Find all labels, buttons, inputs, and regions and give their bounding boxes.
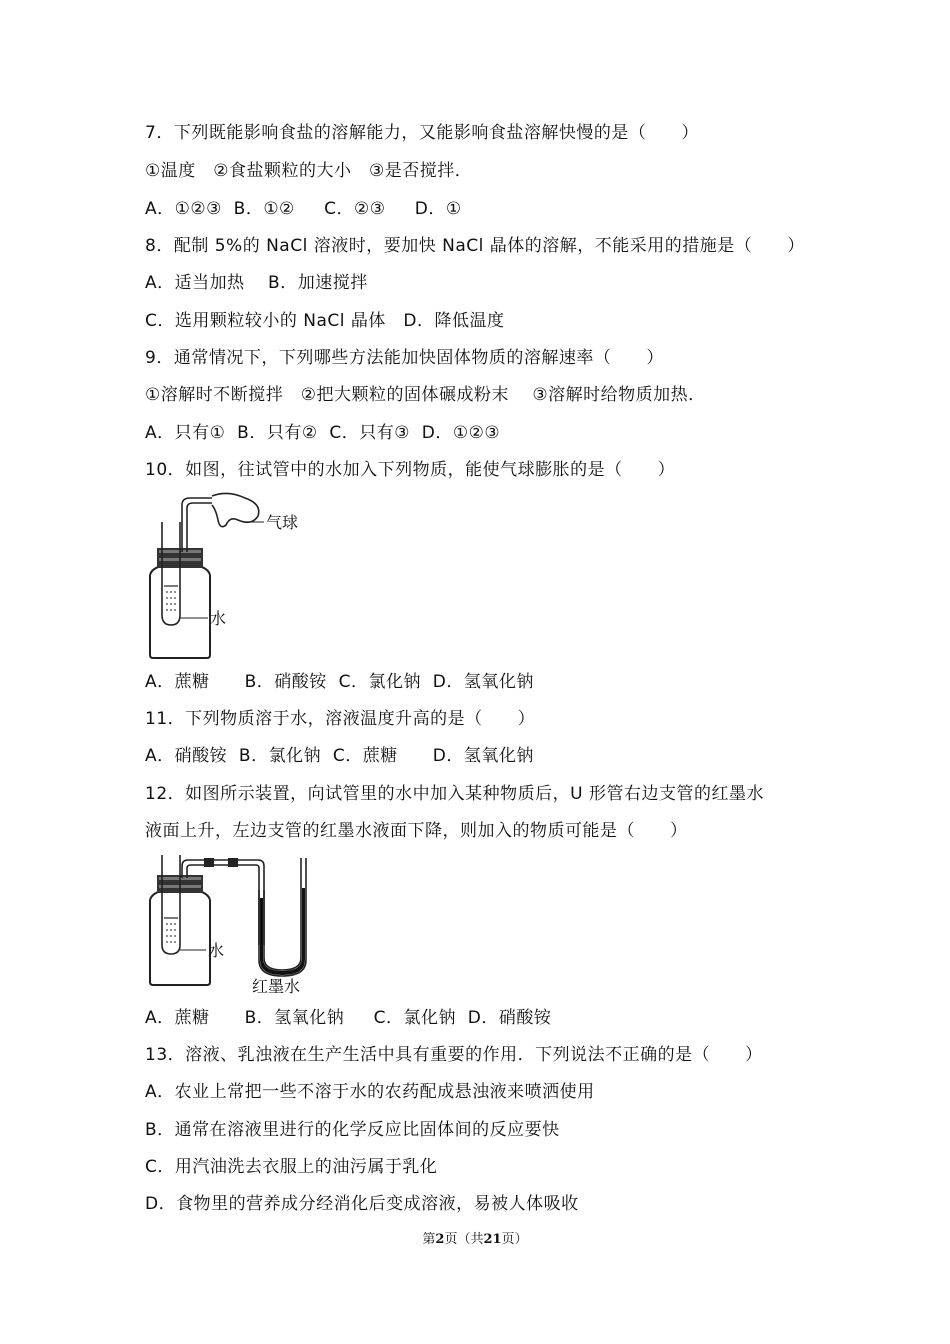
footer-suffix: 页）	[501, 1232, 528, 1247]
q8-options-2: C．选用颗粒较小的 NaCl 晶体 D．降低温度	[145, 311, 505, 331]
q12-options: A．蔗糖 B．氢氧化钠 C．氯化钠 D．硝酸铵	[145, 1008, 552, 1028]
q13-option-a: A．农业上常把一些不溶于水的农药配成悬浊液来喷洒使用	[145, 1082, 595, 1102]
q9-options: A．只有① B．只有② C．只有③ D．①②③	[145, 423, 501, 443]
footer-mid: 页（共	[444, 1232, 484, 1247]
footer-page-number: 2	[435, 1232, 445, 1247]
q13-option-c: C．用汽油洗去衣服上的油污属于乳化	[145, 1157, 438, 1177]
water-label: 水	[210, 609, 227, 628]
red-ink-label: 红墨水	[252, 977, 301, 995]
q7-stem: 7．下列既能影响食盐的溶解能力，又能影响食盐溶解快慢的是（ ）	[145, 123, 699, 143]
footer-prefix: 第	[422, 1232, 436, 1247]
balloon-label: 气球	[266, 513, 299, 532]
q8-options-1: A．适当加热 B．加速搅拌	[145, 273, 368, 293]
q9-stem: 9．通常情况下，下列哪些方法能加快固体物质的溶解速率（ ）	[145, 348, 664, 368]
q12-stem-1: 12．如图所示装置，向试管里的水中加入某种物质后，U 形管右边支管的红墨水	[145, 784, 764, 804]
q12-stem-2: 液面上升，左边支管的红墨水液面下降，则加入的物质可能是（ ）	[145, 821, 688, 841]
q13-option-b: B．通常在溶液里进行的化学反应比固体间的反应要快	[145, 1120, 560, 1140]
q7-options: A．①②③ B．①② C．②③ D．①	[145, 199, 462, 219]
q7-items: ①温度 ②食盐颗粒的大小 ③是否搅拌．	[145, 161, 473, 181]
q10-stem: 10．如图，往试管中的水加入下列物质，能使气球膨胀的是（ ）	[145, 460, 676, 480]
q13-stem: 13．溶液、乳浊液在生产生活中具有重要的作用．下列说法不正确的是（ ）	[145, 1045, 763, 1065]
footer-total-pages: 21	[483, 1232, 502, 1247]
q13-option-d: D．食物里的营养成分经消化后变成溶液，易被人体吸收	[145, 1194, 579, 1214]
page-footer	[0, 1228, 950, 1247]
q11-stem: 11．下列物质溶于水，溶液温度升高的是（ ）	[145, 709, 536, 729]
q12-figure	[140, 850, 340, 995]
q9-items: ①溶解时不断搅拌 ②把大颗粒的固体碾成粉末 ③溶解时给物质加热．	[145, 385, 706, 405]
q10-figure	[140, 490, 320, 665]
q10-options: A．蔗糖 B．硝酸铵 C．氯化钠 D．氢氧化钠	[145, 672, 534, 692]
water-label: 水	[208, 941, 225, 960]
q11-options: A．硝酸铵 B．氯化钠 C．蔗糖 D．氢氧化钠	[145, 746, 534, 766]
q8-stem: 8．配制 5%的 NaCl 溶液时，要加快 NaCl 晶体的溶解，不能采用的措施是（ ）	[145, 236, 805, 256]
